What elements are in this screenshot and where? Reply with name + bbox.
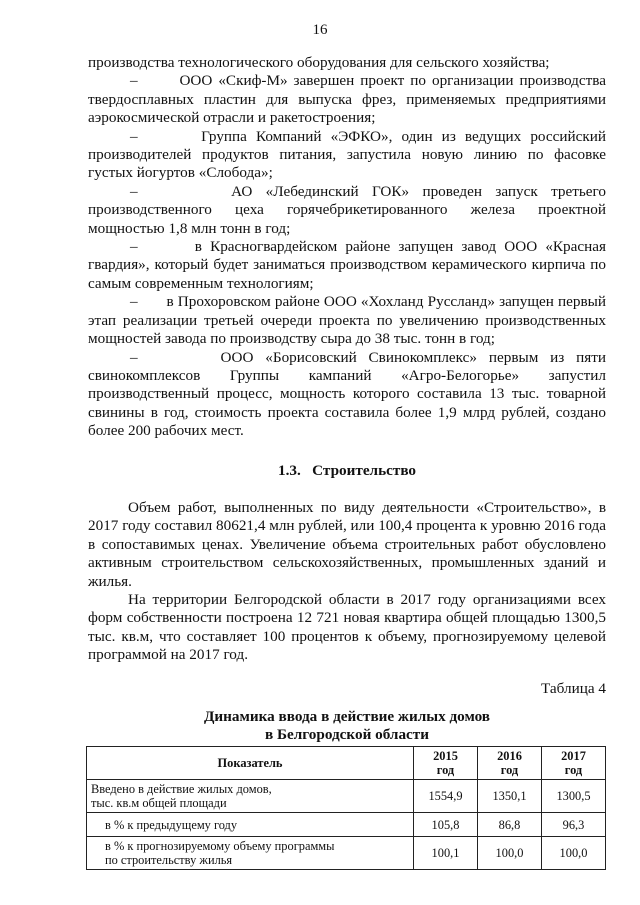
bullet-item-hochland: – в Прохоровском районе ООО «Хохланд Руссланд» запущен первый этап реализации третьей очереди проекта по увеличению производственных мощностей завода по производству сыра до 38 тыс. тонн в год; <box>88 293 606 348</box>
header-unit-text: год <box>500 763 519 777</box>
header-year-text: 2017 <box>561 749 586 763</box>
header-year-2016 <box>478 747 542 780</box>
row-label-line2: по строительству жилья <box>105 853 233 867</box>
bullet-item-krasnaya-gvardiya: – в Красногвардейском районе запущен завод ООО «Красная гвардия», который будет заниматься производством керамического кирпича по самым современным технологиям; <box>88 238 606 292</box>
section-heading: 1.3. Строительство <box>277 461 417 479</box>
header-year-2017 <box>542 747 606 780</box>
page-number: 16 <box>312 22 328 38</box>
row-label-line2: тыс. кв.м общей площади <box>91 796 227 810</box>
document-body <box>88 54 606 870</box>
cell-value: 1300,5 <box>542 780 606 813</box>
cell-value: 1554,9 <box>414 780 478 813</box>
bullet-item-lebedinsky: – АО «Лебединский ГОК» проведен запуск третьего производственного цеха горячебрикетированного железа проектной мощностью 1,8 млн тонн в год; <box>88 182 606 237</box>
paragraph-continuation: производства технологического оборудования для сельского хозяйства; <box>88 54 550 71</box>
row-label <box>87 780 414 813</box>
housing-table <box>86 746 606 870</box>
header-indicator: Показатель <box>87 747 414 780</box>
cell-value: 100,0 <box>478 837 542 870</box>
section-paragraph-1: Объем работ, выполненных по виду деятельности «Строительство», в 2017 году составил 80621,4 млн рублей, или 100,4 процента к уровню 2016 года в сопоставимых ценах. Увеличение объема строительных работ обусловлено активным строительством сельскохозяйственных, промышленных зданий и жилья. <box>88 498 606 590</box>
table-row <box>87 813 606 837</box>
section-paragraph-2: На территории Белгородской области в 2017 году организациями всех форм собственности построена 12 721 новая квартира общей площадью 1300,5 тыс. кв.м, что составляет 100 процентов к объему, прогнозируемому целевой программой на 2017 год. <box>88 590 606 664</box>
cell-value: 105,8 <box>414 813 478 837</box>
header-unit-text: год <box>436 763 455 777</box>
row-label: в % к предыдущему году <box>87 813 414 837</box>
row-label-line1: в % к прогнозируемому объему программы <box>105 839 335 853</box>
table-title <box>88 708 606 744</box>
row-label-line1: Введено в действие жилых домов, <box>91 782 272 796</box>
row-label <box>87 837 414 870</box>
header-year-text: 2015 <box>433 749 458 763</box>
cell-value: 96,3 <box>542 813 606 837</box>
table-title-line1: Динамика ввода в действие жилых домов <box>203 708 491 725</box>
table-row <box>87 780 606 813</box>
bullet-item-skif: – ООО «Скиф-М» завершен проект по организации производства твердосплавных пластин для выпуска фрез, применяемых предприятиями аэрокосмической отрасли и ракетостроения; <box>88 72 606 127</box>
table-row <box>87 837 606 870</box>
cell-value: 100,1 <box>414 837 478 870</box>
bullet-item-efko: – Группа Компаний «ЭФКО», один из ведущих российский производителей продуктов питания, запустила новую линию по фасовке густых йогуртов «Слобода»; <box>88 127 606 182</box>
bullet-item-borisovsky: – ООО «Борисовский Свинокомплекс» первым из пяти свинокомплексов Группы кампаний «Агро-Белогорье» запустил производственный процесс, мощность которого составила 13 тыс. товарной свинины в год, стоимость проекта составила более 1,9 млрд рублей, создано более 200 рабочих мест. <box>88 348 606 440</box>
cell-value: 100,0 <box>542 837 606 870</box>
table-header-row <box>87 747 606 780</box>
table-label: Таблица 4 <box>541 679 606 697</box>
cell-value: 1350,1 <box>478 780 542 813</box>
header-unit-text: год <box>564 763 583 777</box>
header-year-text: 2016 <box>497 749 522 763</box>
table-title-line2: в Белгородской области <box>264 726 429 743</box>
header-year-2015 <box>414 747 478 780</box>
cell-value: 86,8 <box>478 813 542 837</box>
